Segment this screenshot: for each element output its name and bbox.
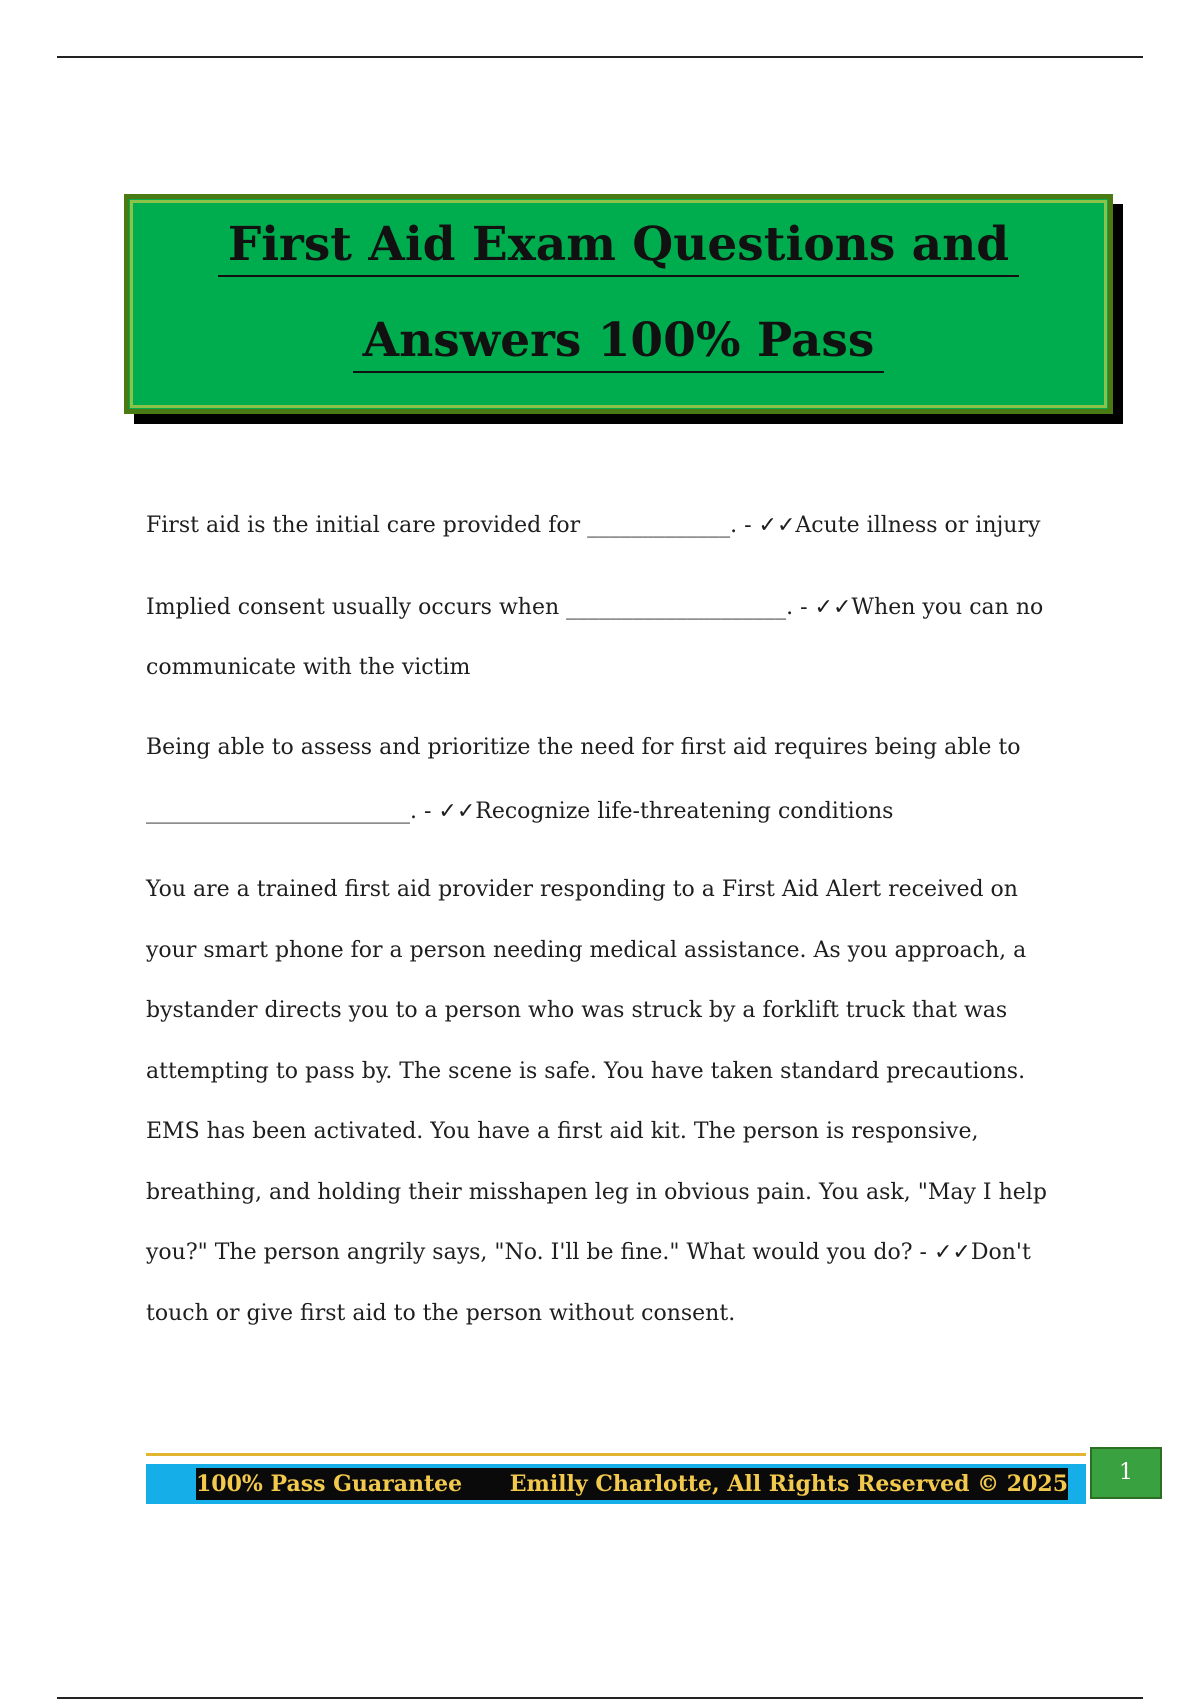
answer-blank: ____________________	[566, 595, 787, 620]
answer-separator: . - ✓✓	[730, 513, 796, 538]
question-text: Being able to assess and prioritize the need for first aid requires being able to	[146, 735, 1021, 760]
answer-text: Recognize life-threatening conditions	[475, 799, 894, 824]
bottom-rule	[57, 1697, 1143, 1699]
question-text: First aid is the initial care provided for	[146, 513, 581, 538]
answer-text: Acute illness or injury	[795, 513, 1041, 538]
page-number: 1	[1119, 1460, 1133, 1485]
footer-copyright-text: Emilly Charlotte, All Rights Reserved © 2025	[509, 1471, 1068, 1497]
qa-item-1	[146, 496, 1066, 556]
answer-text: When you can no communicate with the victim	[146, 595, 1044, 680]
footer-gold-rule	[146, 1453, 1086, 1456]
answer-text: Don't touch or give first aid to the person without consent.	[146, 1240, 1031, 1326]
title-banner	[124, 194, 1113, 414]
question-text: You are a trained first aid provider responding to a First Aid Alert received on your smart phone for a person needing medical assistance. As you approach, a bystander directs you to a person who was struck by a forklift truck that was attempting to pass by. The scene is safe. You have taken standard precautions. EMS has been activated. You have a first aid kit. The person is responsive, breathing, and holding their misshapen leg in obvious pain. You ask, "May I help you?" The person angrily says, "No. I'll be fine." What would you do?	[146, 877, 1047, 1265]
footer-guarantee-text: 100% Pass Guarantee	[196, 1471, 463, 1497]
answer-separator: . - ✓✓	[786, 595, 852, 620]
answer-blank: ________________________	[146, 799, 410, 824]
title-line-2-text: Answers 100% Pass	[353, 313, 885, 373]
answer-separator: - ✓✓	[912, 1240, 971, 1265]
title-line-1-text: First Aid Exam Questions and	[218, 217, 1019, 277]
qa-item-4	[146, 860, 1066, 1344]
title-line-2	[129, 313, 1108, 368]
question-text: Implied consent usually occurs when	[146, 595, 560, 620]
qa-item-3	[146, 716, 1066, 844]
title-line-1	[129, 217, 1108, 272]
page-number-box	[1090, 1447, 1162, 1499]
qa-item-2	[146, 578, 1066, 698]
top-rule	[57, 56, 1143, 58]
answer-separator: . - ✓✓	[410, 799, 476, 824]
answer-blank: _____________	[587, 513, 731, 538]
